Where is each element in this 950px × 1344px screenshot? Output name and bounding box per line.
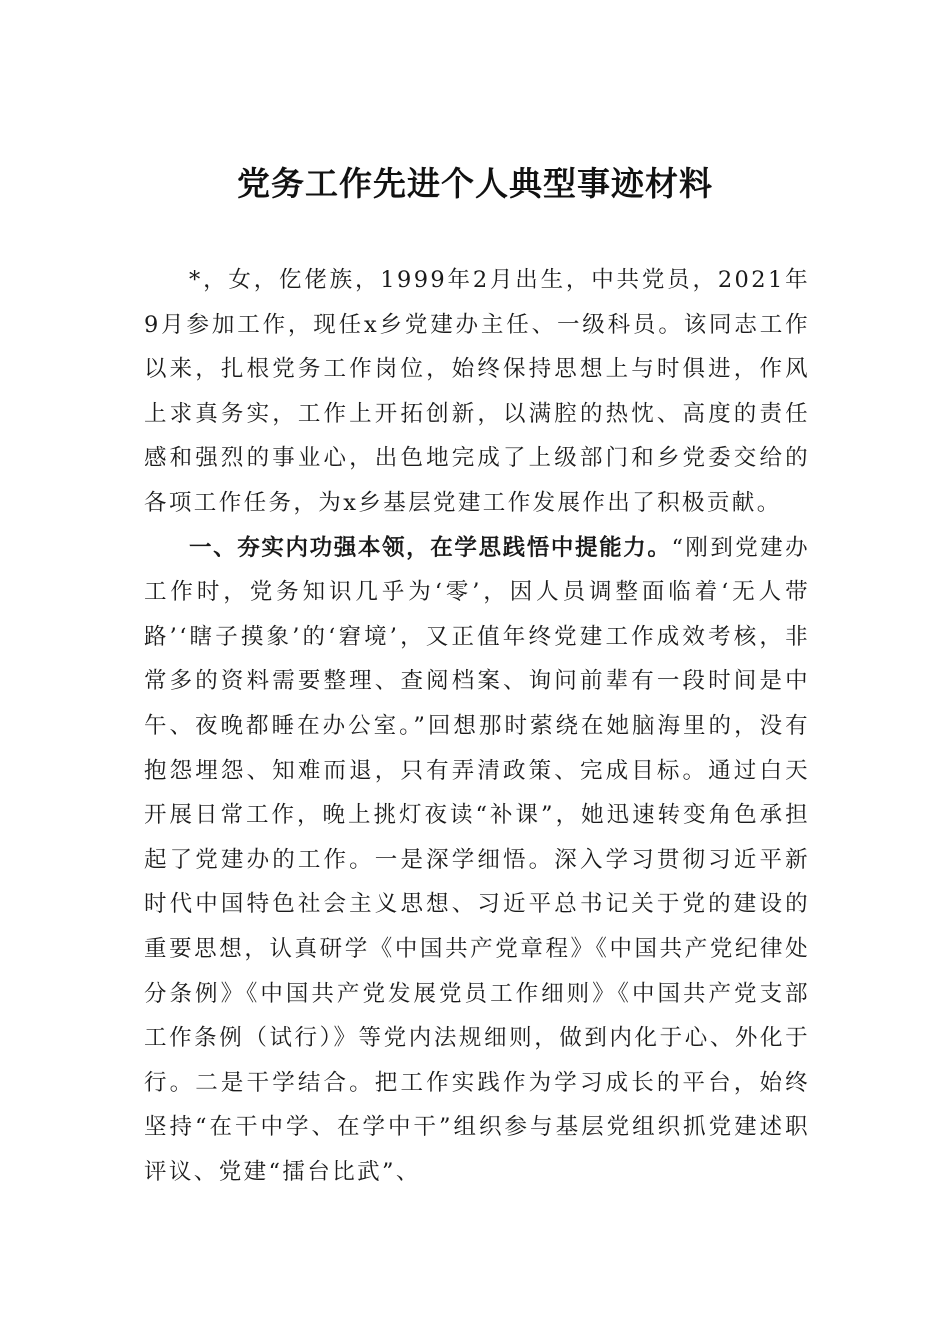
- document-title: 党务工作先进个人典型事迹材料: [237, 164, 713, 203]
- document-body: [144, 258, 810, 1194]
- section-1-heading: 一、夯实内功强本领，在学思践悟中提能力。: [189, 534, 672, 561]
- intro-paragraph: *，女，仡佬族，1999年2月出生，中共党员，2021年9月参加工作，现任x乡党建办主任、一级科员。该同志工作以来，扎根党务工作岗位，始终保持思想上与时俱进，作风上求真务实，工作上开拓创新，以满腔的热忱、高度的责任感和强烈的事业心，出色地完成了上级部门和乡党委交给的各项工作任务，为x乡基层党建工作发展作出了积极贡献。: [144, 267, 810, 516]
- section-1-paragraph: [144, 526, 810, 1195]
- section-1-body: “刚到党建办工作时，党务知识几乎为‘零’，因人员调整面临着‘无人带路’‘瞎子摸象’的‘窘境’，又正值年终党建工作成效考核，非常多的资料需要整理、查阅档案、询问前辈有一段时间是中午、夜晚都睡在办公室。”回想那时萦绕在她脑海里的，没有抱怨埋怨、知难而退，只有弄清政策、完成目标。通过白天开展日常工作，晚上挑灯夜读“补课”，她迅速转变角色承担起了党建办的工作。一是深学细悟。深入学习贯彻习近平新时代中国特色社会主义思想、习近平总书记关于党的建设的重要思想，认真研学《中国共产党章程》《中国共产党纪律处分条例》《中国共产党发展党员工作细则》《中国共产党支部工作条例（试行）》等党内法规细则，做到内化于心、外化于行。二是干学结合。把工作实践作为学习成长的平台，始终坚持“在干中学、在学中干”组织参与基层党组织抓党建述职评议、党建“擂台比武”、: [144, 534, 810, 1185]
